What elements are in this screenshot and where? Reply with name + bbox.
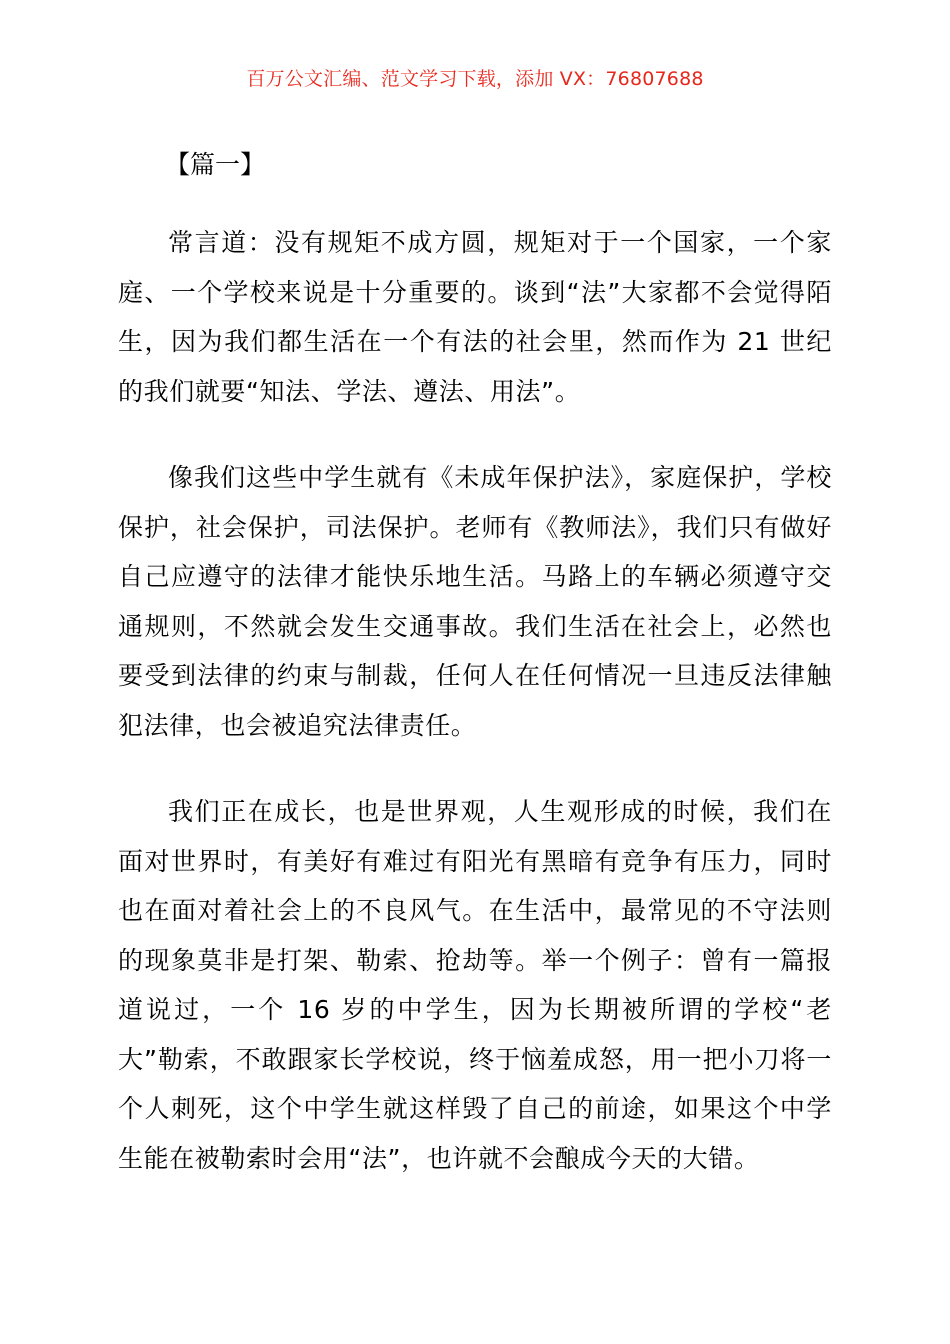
paragraph-1: 常言道：没有规矩不成方圆，规矩对于一个国家，一个家庭、一个学校来说是十分重要的。谈到“法”大家都不会觉得陌生，因为我们都生活在一个有法的社会里，然而作为 21 世纪的我们就要“知法、学法、遵法、用法”。 xyxy=(118,228,832,406)
header-banner: 百万公文汇编、范文学习下载，添加 VX：76807688 xyxy=(246,68,704,90)
document-body xyxy=(118,140,832,1220)
paragraph-3: 我们正在成长，也是世界观，人生观形成的时候，我们在面对世界时，有美好有难过有阳光有黑暗有竞争有压力，同时也在面对着社会上的不良风气。在生活中，最常见的不守法则的现象莫非是打架、勒索、抢劫等。举一个例子：曾有一篇报道说过，一个 16 岁的中学生，因为长期被所谓的学校“老大”勒索，不敢跟家长学校说，终于恼羞成怒，用一把小刀将一个人刺死，这个中学生就这样毁了自己的前途，如果这个中学生能在被勒索时会用“法”，也许就不会酿成今天的大错。 xyxy=(118,797,832,1173)
section-heading: 【篇一】 xyxy=(165,150,266,179)
paragraph-2: 像我们这些中学生就有《未成年保护法》，家庭保护，学校保护，社会保护，司法保护。老师有《教师法》，我们只有做好自己应遵守的法律才能快乐地生活。马路上的车辆必须遵守交通规则，不然就会发生交通事故。我们生活在社会上，必然也要受到法律的约束与制裁，任何人在任何情况一旦违反法律触犯法律，也会被追究法律责任。 xyxy=(118,463,832,740)
